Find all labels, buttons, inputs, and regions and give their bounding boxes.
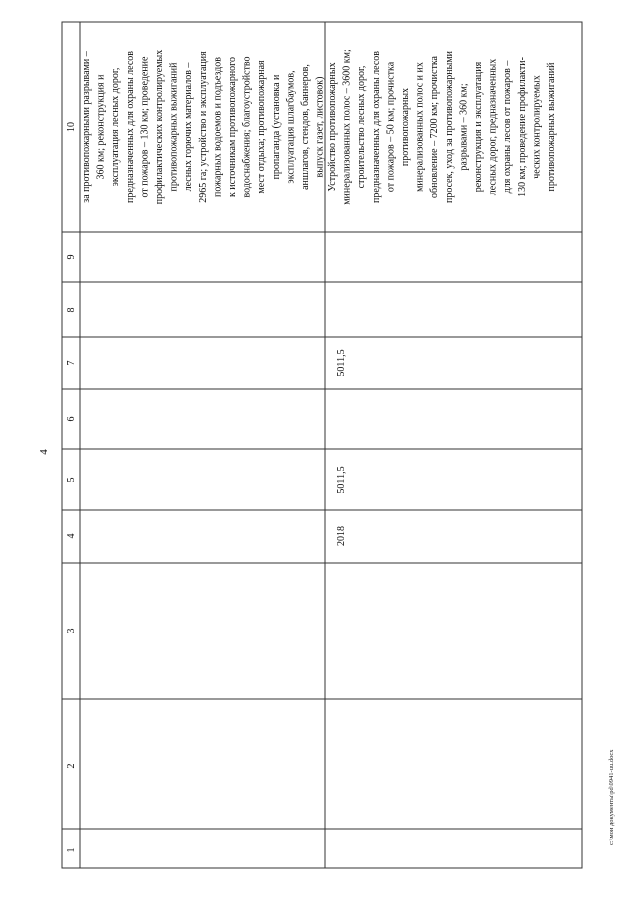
row1-col10-line: выпуск газет, листовок): [314, 76, 326, 178]
row2-col4-year: 2018: [336, 526, 347, 546]
col-header-4: 4: [66, 533, 77, 539]
col-header-10: 10: [66, 122, 77, 132]
row1-col10-line: пропаганда (установка и: [270, 74, 282, 180]
row1-col10-line: эксплуатация шлагбаумов,: [285, 70, 297, 184]
row2-col10-line: 130 км; проведение профилакти-: [516, 57, 528, 197]
row1-col10-line: лесных горючих материалов –: [183, 62, 195, 192]
col-header-1: 1: [66, 847, 77, 853]
row2-col10-line: строительство лесных дорог,: [356, 65, 368, 189]
row2-col10-line: минерализованных полос – 3600 км;: [341, 49, 353, 205]
row2-col10-text: [327, 49, 557, 205]
row1-col10-line: от пожаров – 130 км; проведение: [139, 56, 151, 198]
footer-file-path-text: c:\мои документы\pd\0941-uu.docx: [608, 749, 615, 845]
row2-col10-line: Устройство противопожарных: [327, 62, 338, 192]
row2-col10-line: обновление – 7200 км; прочистка: [429, 56, 441, 198]
row1-col10-line: эксплуатация лесных дорог,: [110, 67, 122, 187]
row2-col10-line: лесных дорог, предназначенных: [487, 58, 499, 196]
row2-col10-line: разрывами – 360 км;: [458, 83, 470, 171]
row2-col10-line: ческих контролируемых: [531, 75, 543, 179]
row2-col10-line: минерализованных полос и их: [414, 62, 426, 192]
col-header-7: 7: [66, 360, 77, 366]
row1-col10-line: аншлагов, стендов, баннеров,: [300, 64, 311, 190]
row1-col10-line: водоснабжения; благоустройство: [241, 56, 253, 198]
col-header-6: 6: [66, 416, 77, 422]
col-header-2: 2: [66, 763, 77, 769]
col-header-9: 9: [66, 254, 77, 260]
row1-col10-line: противопожарных выжиганий: [168, 62, 180, 192]
col-header-8: 8: [66, 307, 77, 313]
row1-col10-line: 2965 га; устройство и эксплуатация: [197, 51, 209, 203]
row2-col10-line: просек, уход за противопожарными: [443, 50, 455, 204]
row1-col10-line: к источникам противопожарного: [227, 56, 238, 198]
row2-col10-line: противопожарных: [400, 87, 411, 167]
row1-col10-text: [81, 50, 326, 205]
row2-col10-line: предназначенных для охраны лесов: [370, 50, 382, 204]
row2-col10-line: реконструкция и эксплуатация: [473, 61, 484, 193]
col-header-3: 3: [66, 628, 77, 634]
row2-cells: [336, 349, 347, 546]
row2-col7-amount: 5011,5: [336, 349, 347, 377]
row1-col10-line: 360 км; реконструкция и: [95, 74, 107, 180]
row2-col5-amount: 5011,5: [336, 466, 347, 494]
footer-file-path: [604, 0, 616, 905]
row1-col10-line: мест отдыха; противопожарная: [256, 60, 268, 194]
page-number: 4: [38, 449, 50, 455]
row2-col10-line: от пожаров – 50 км; прочистка: [385, 61, 397, 193]
row2-col10-line: противопожарных выжиганий: [546, 62, 557, 192]
row1-col10-line: пожарных водоемов и подъездов: [212, 57, 224, 197]
row2-col10-line: для охраны лесов от пожаров –: [502, 60, 514, 194]
column-separators: [62, 232, 582, 829]
row1-col10-line: за противопожарными разрывами –: [81, 51, 92, 203]
col-header-5: 5: [66, 477, 77, 483]
row1-col10-line: профилактических контролируемых: [154, 49, 165, 205]
row1-col10-line: предназначенных для охраны лесов: [124, 50, 136, 204]
